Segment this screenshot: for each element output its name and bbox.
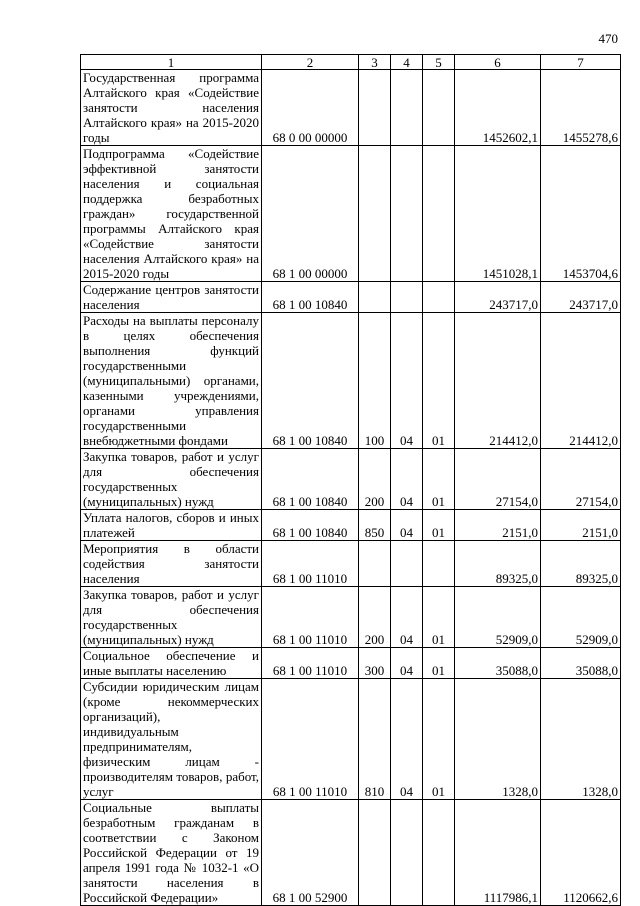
table-row	[81, 800, 621, 906]
row-value-6: 2151,0	[455, 510, 541, 541]
row-name: Социальное обеспечение и иные выплаты населению	[81, 648, 262, 679]
row-value-6: 27154,0	[455, 449, 541, 510]
row-col4: 04	[391, 449, 423, 510]
column-header-7: 7	[541, 55, 621, 70]
row-value-7: 1455278,6	[541, 70, 621, 146]
row-col5: 01	[423, 313, 455, 449]
row-value-7: 1453704,6	[541, 146, 621, 282]
table-row	[81, 679, 621, 800]
column-header-3: 3	[359, 55, 391, 70]
row-name: Мероприятия в области содействия занятости населения	[81, 541, 262, 587]
row-col4	[391, 70, 423, 146]
row-code: 68 1 00 10840	[262, 510, 359, 541]
table-row	[81, 510, 621, 541]
row-code: 68 1 00 10840	[262, 282, 359, 313]
row-col5	[423, 541, 455, 587]
row-col4: 04	[391, 648, 423, 679]
row-name: Уплата налогов, сборов и иных платежей	[81, 510, 262, 541]
header-row	[81, 55, 621, 70]
row-col5	[423, 282, 455, 313]
row-name: Субсидии юридическим лицам (кроме некоммерческих организаций), индивидуальным предпринимателям, физическим лицам - производителям товаров, работ, услуг	[81, 679, 262, 800]
row-col3: 200	[359, 587, 391, 648]
row-code: 68 1 00 11010	[262, 587, 359, 648]
row-col5: 01	[423, 510, 455, 541]
row-code: 68 1 00 00000	[262, 146, 359, 282]
row-value-7: 89325,0	[541, 541, 621, 587]
row-name: Социальные выплаты безработным гражданам в соответствии с Законом Российской Федерации от 19 апреля 1991 года № 1032-1 «О занятости населения в Российской Федерации»	[81, 800, 262, 906]
column-header-6: 6	[455, 55, 541, 70]
row-col3: 850	[359, 510, 391, 541]
row-code: 68 0 00 00000	[262, 70, 359, 146]
row-value-7: 1328,0	[541, 679, 621, 800]
row-name: Подпрограмма «Содействие эффективной занятости населения и социальная поддержка безработных граждан» государственной программы Алтайского края «Содействие занятости населения Алтайского края» на 2015-2020 годы	[81, 146, 262, 282]
row-name: Закупка товаров, работ и услуг для обеспечения государственных (муниципальных) нужд	[81, 587, 262, 648]
row-col3: 300	[359, 648, 391, 679]
row-value-6: 1452602,1	[455, 70, 541, 146]
column-header-2: 2	[262, 55, 359, 70]
row-col3	[359, 282, 391, 313]
table-row	[81, 449, 621, 510]
row-col3	[359, 541, 391, 587]
row-col5: 01	[423, 648, 455, 679]
row-name: Расходы на выплаты персоналу в целях обеспечения выполнения функций государственными (муниципальными) органами, казенными учреждениями, органами управления государственными внебюджетными фондами	[81, 313, 262, 449]
row-col3	[359, 146, 391, 282]
row-code: 68 1 00 10840	[262, 449, 359, 510]
row-value-6: 1328,0	[455, 679, 541, 800]
row-code: 68 1 00 11010	[262, 541, 359, 587]
row-value-7: 27154,0	[541, 449, 621, 510]
page-number: 470	[598, 31, 618, 46]
row-code: 68 1 00 10840	[262, 313, 359, 449]
row-name: Закупка товаров, работ и услуг для обеспечения государственных (муниципальных) нужд	[81, 449, 262, 510]
row-value-7: 2151,0	[541, 510, 621, 541]
row-col5: 01	[423, 679, 455, 800]
row-col3: 100	[359, 313, 391, 449]
row-col5	[423, 70, 455, 146]
row-col3	[359, 70, 391, 146]
column-header-5: 5	[423, 55, 455, 70]
row-code: 68 1 00 11010	[262, 679, 359, 800]
row-col5	[423, 800, 455, 906]
row-name: Государственная программа Алтайского края «Содействие занятости населения Алтайского края» на 2015-2020 годы	[81, 70, 262, 146]
row-col4	[391, 541, 423, 587]
row-col4	[391, 146, 423, 282]
row-col4: 04	[391, 679, 423, 800]
row-col4: 04	[391, 510, 423, 541]
row-col3: 200	[359, 449, 391, 510]
row-col4	[391, 282, 423, 313]
table-row	[81, 648, 621, 679]
row-value-7: 35088,0	[541, 648, 621, 679]
row-value-6: 35088,0	[455, 648, 541, 679]
row-code: 68 1 00 11010	[262, 648, 359, 679]
row-value-6: 243717,0	[455, 282, 541, 313]
table-row	[81, 587, 621, 648]
column-header-1: 1	[81, 55, 262, 70]
row-col5: 01	[423, 587, 455, 648]
table-row	[81, 282, 621, 313]
row-col5	[423, 146, 455, 282]
column-header-4: 4	[391, 55, 423, 70]
row-value-6: 214412,0	[455, 313, 541, 449]
row-col4: 04	[391, 313, 423, 449]
row-value-7: 52909,0	[541, 587, 621, 648]
row-value-7: 243717,0	[541, 282, 621, 313]
table-row	[81, 146, 621, 282]
table-row	[81, 541, 621, 587]
row-value-6: 1117986,1	[455, 800, 541, 906]
row-col4	[391, 800, 423, 906]
row-value-6: 1451028,1	[455, 146, 541, 282]
row-col3	[359, 800, 391, 906]
row-value-6: 89325,0	[455, 541, 541, 587]
row-code: 68 1 00 52900	[262, 800, 359, 906]
row-name: Содержание центров занятости населения	[81, 282, 262, 313]
row-value-7: 214412,0	[541, 313, 621, 449]
row-col5: 01	[423, 449, 455, 510]
table-row	[81, 313, 621, 449]
table-row	[81, 70, 621, 146]
row-col4: 04	[391, 587, 423, 648]
row-value-7: 1120662,6	[541, 800, 621, 906]
row-col3: 810	[359, 679, 391, 800]
budget-table	[80, 54, 621, 906]
row-value-6: 52909,0	[455, 587, 541, 648]
